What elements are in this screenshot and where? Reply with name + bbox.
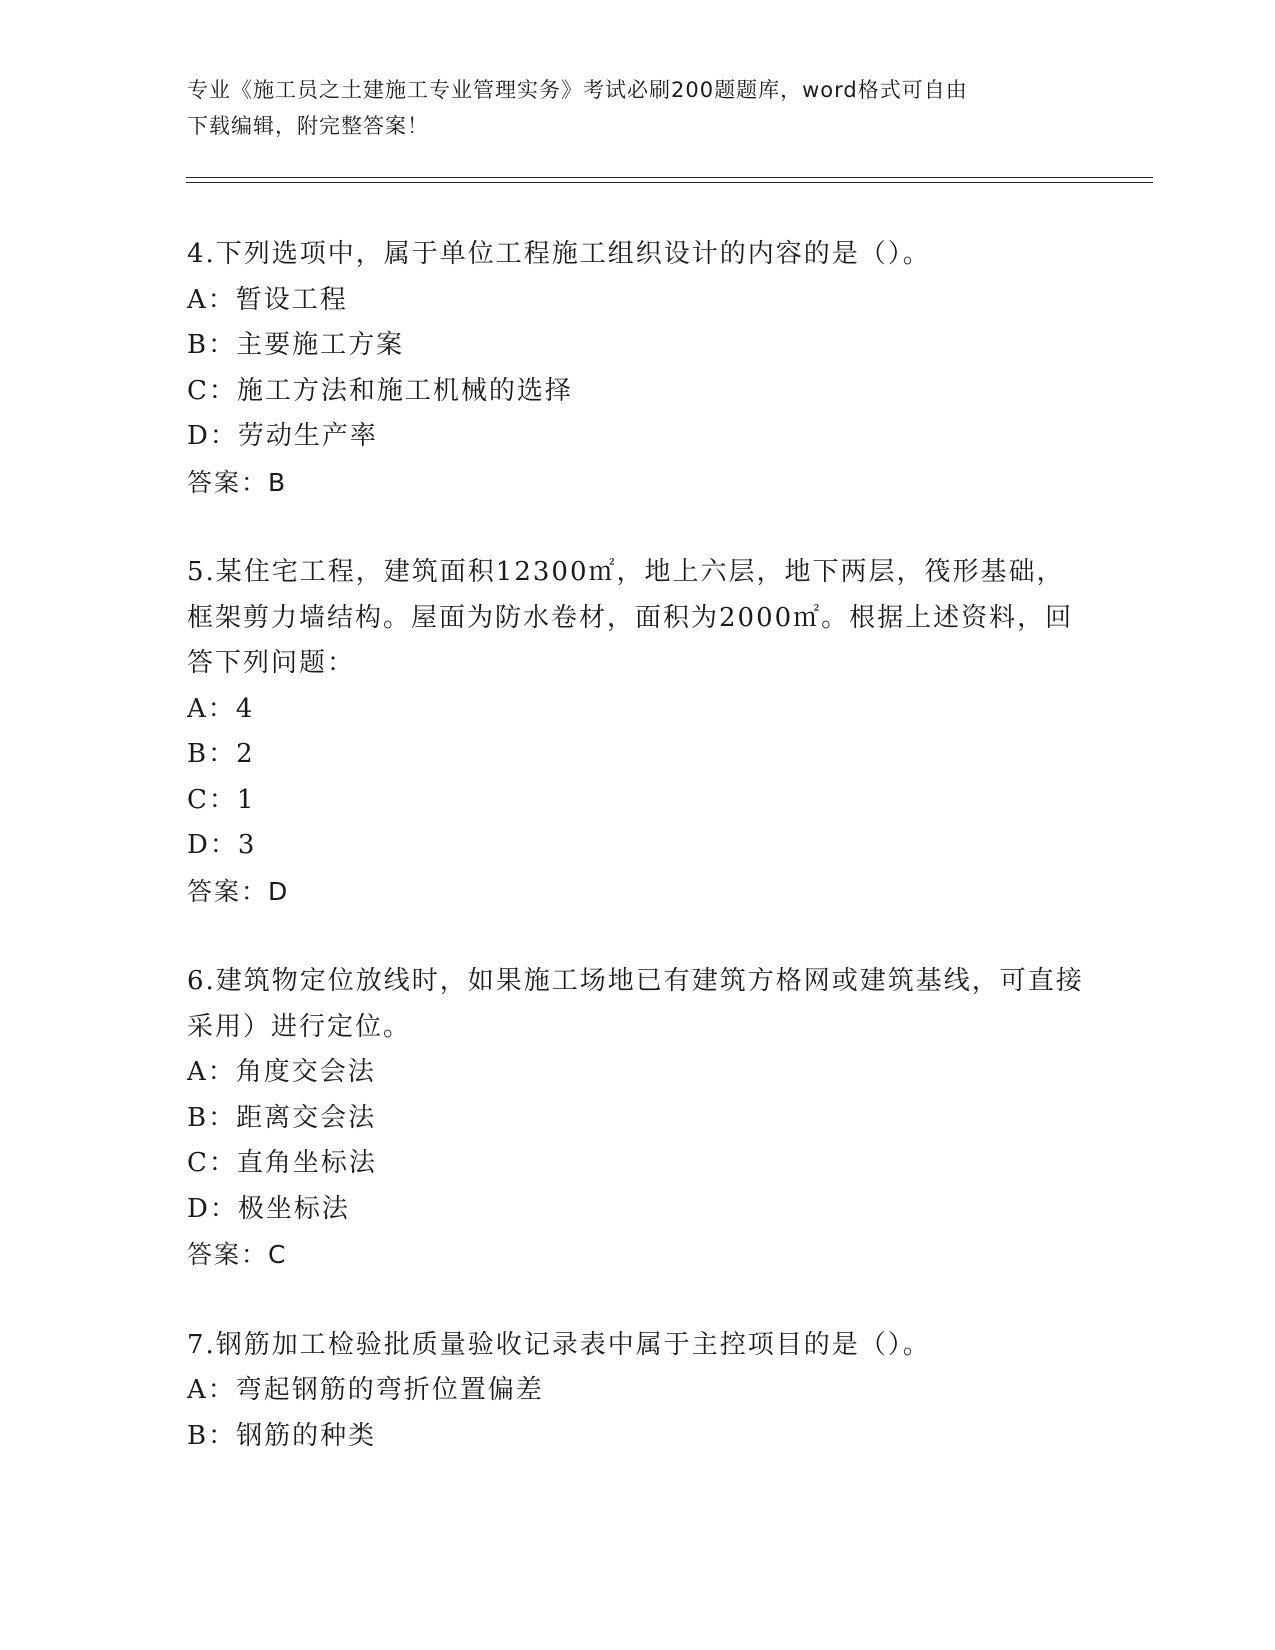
option-d: D：极坐标法 [187, 1193, 350, 1224]
header-divider-bottom [186, 182, 1153, 183]
answer-line: 答案：C [187, 1240, 288, 1269]
option-b: B：钢筋的种类 [187, 1420, 377, 1451]
question-6 [187, 959, 1087, 1278]
question-text: 7.钢筋加工检验批质量验收记录表中属于主控项目的是（）。 [187, 1329, 931, 1360]
option-a: A：暂设工程 [187, 284, 348, 315]
question-5 [187, 550, 1087, 914]
header-line-1: 专业《施工员之土建施工专业管理实务》考试必刷200题题库，word格式可自由 [187, 78, 968, 102]
header-line-2: 下载编辑，附完整答案！ [187, 114, 429, 138]
option-d: D：3 [187, 830, 257, 860]
option-b: B：距离交会法 [187, 1102, 377, 1133]
option-a: A：4 [187, 693, 255, 724]
option-c: C：施工方法和施工机械的选择 [187, 375, 573, 406]
question-text: 4.下列选项中，属于单位工程施工组织设计的内容的是（）。 [187, 239, 931, 269]
question-text: 6.建筑物定位放线时，如果施工场地已有建筑方格网或建筑基线，可直接采用）进行定位。 [187, 966, 1084, 1042]
question-text: 5.某住宅工程，建筑面积12300㎡，地上六层，地下两层，筏形基础，框架剪力墙结构。屋面为防水卷材，面积为2000㎡。根据上述资料，回答下列问题： [187, 557, 1074, 678]
option-b: B：2 [187, 739, 255, 769]
question-list [187, 232, 1087, 1504]
option-c: C：1 [187, 784, 256, 815]
question-4 [187, 232, 1087, 505]
answer-line: 答案：D [187, 876, 290, 906]
option-a: A：弯起钢筋的弯折位置偏差 [187, 1375, 544, 1405]
answer-line: 答案：B [187, 467, 288, 497]
option-a: A：角度交会法 [187, 1057, 376, 1087]
header-divider-top [186, 177, 1153, 178]
option-d: D：劳动生产率 [187, 421, 378, 451]
question-7 [187, 1323, 1087, 1460]
option-b: B：主要施工方案 [187, 330, 405, 360]
option-c: C：直角坐标法 [187, 1148, 377, 1178]
document-header [187, 72, 1087, 144]
